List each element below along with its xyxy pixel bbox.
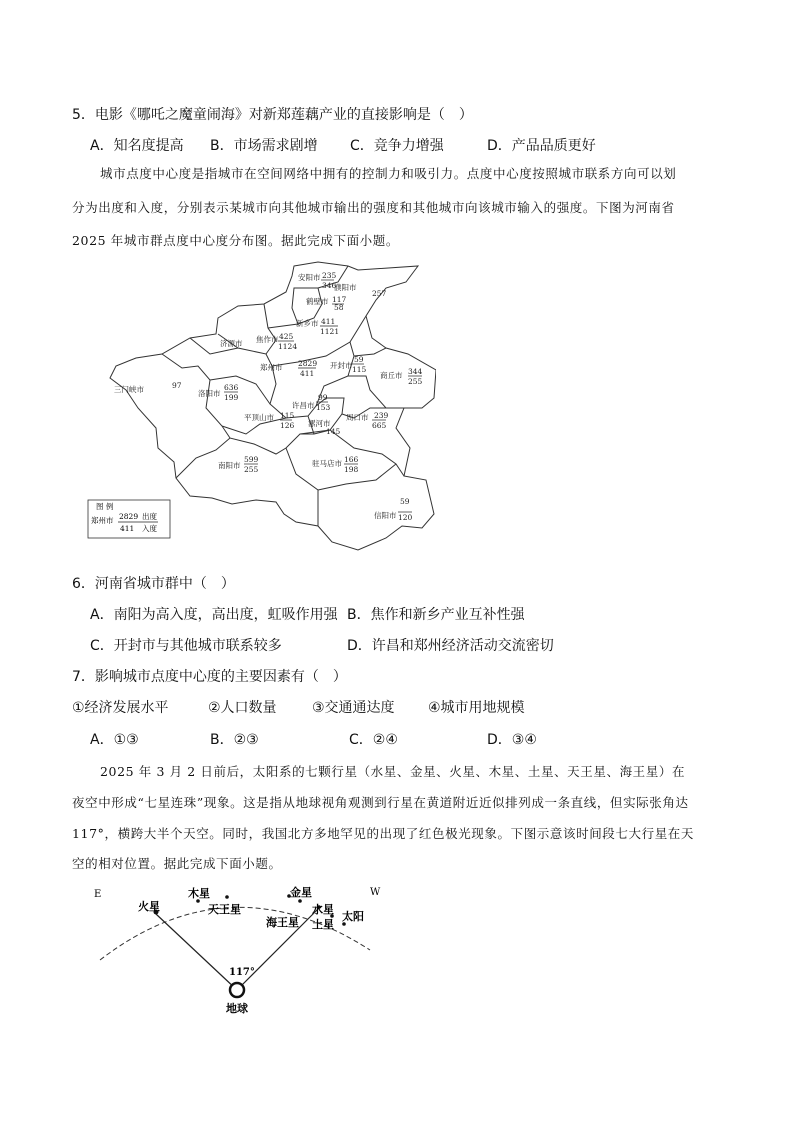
map-luohe-in: 145 bbox=[326, 427, 341, 436]
q6-option-a[interactable]: A．南阳为高入度，高出度，虹吸作用强 bbox=[90, 607, 338, 623]
map-sanmenxia-out: 97 bbox=[172, 381, 182, 390]
map-shangqiu-out: 344 bbox=[408, 367, 423, 376]
map-puyang-in: 257 bbox=[372, 289, 387, 298]
label-saturn: 土星 bbox=[312, 918, 334, 931]
map-shangqiu-in: 255 bbox=[408, 377, 423, 386]
map-label-nanyang: 南阳市 bbox=[218, 461, 241, 470]
map-label-xinyang: 信阳市 bbox=[374, 511, 397, 520]
legend-out-value: 2829 bbox=[119, 512, 139, 521]
map-label-puyang: 濮阳市 bbox=[334, 283, 357, 292]
map-label-sanmenxia: 三门峡市 bbox=[114, 385, 144, 394]
map-luoyang-in: 199 bbox=[224, 393, 239, 402]
q6-option-b[interactable]: B．焦作和新乡产业互补性强 bbox=[347, 607, 525, 623]
q5-option-b[interactable]: B．市场需求剧增 bbox=[210, 138, 318, 154]
passage1-line-1: 城市点度中心度是指城市在空间网络中拥有的控制力和吸引力。点度中心度按照城市联系方向可以划 bbox=[100, 166, 677, 181]
legend-out-label: 出度 bbox=[142, 512, 157, 521]
map-label-jiyuan: 济源市 bbox=[220, 339, 243, 348]
q7-option-c[interactable]: C．②④ bbox=[349, 732, 398, 748]
label-east: E bbox=[94, 889, 102, 900]
label-west: W bbox=[370, 887, 381, 898]
passage1-line-3: 2025 年城市群点度中心度分布图。据此完成下面小题。 bbox=[72, 233, 399, 248]
planet-dot bbox=[225, 895, 229, 899]
legend-in-value: 411 bbox=[120, 524, 135, 533]
q5-option-d[interactable]: D．产品品质更好 bbox=[487, 138, 596, 154]
map-xuchang-out: 99 bbox=[318, 393, 328, 402]
map-label-luoyang: 洛阳市 bbox=[198, 389, 221, 398]
map-zhengzhou-in: 411 bbox=[300, 369, 315, 378]
planet-diagram bbox=[80, 880, 400, 1016]
sight-line-east bbox=[156, 914, 237, 990]
map-label-hebi: 鹤壁市 bbox=[306, 297, 329, 306]
map-label-xinxiang: 新乡市 bbox=[296, 319, 319, 328]
map-anyang-in: 346 bbox=[322, 281, 337, 290]
planet-dot bbox=[298, 899, 302, 903]
q6-option-c[interactable]: C．开封市与其他城市联系较多 bbox=[90, 638, 282, 654]
passage1-line-2: 分为出度和入度，分别表示某城市向其他城市输出的强度和其他城市向该城市输入的强度。下图为河南省 bbox=[72, 200, 675, 215]
label-sun: 太阳 bbox=[342, 910, 364, 923]
map-zhoukou-in: 665 bbox=[372, 421, 387, 430]
map-label-zhumadian: 驻马店市 bbox=[312, 459, 342, 468]
map-xinxiang-out: 411 bbox=[321, 317, 336, 326]
label-mercury: 水星 bbox=[312, 903, 334, 916]
map-hebi-in: 58 bbox=[334, 303, 344, 312]
map-kaifeng-in: 115 bbox=[352, 365, 367, 374]
map-label-pingdingshan: 平顶山市 bbox=[244, 413, 274, 422]
q7-factor-3: ③交通通达度 bbox=[312, 700, 395, 716]
label-venus: 金星 bbox=[290, 886, 312, 899]
map-luoyang-out: 636 bbox=[224, 383, 239, 392]
q5-stem: 5．电影《哪吒之魔童闹海》对新郑莲藕产业的直接影响是（ ） bbox=[72, 107, 473, 123]
map-nanyang-in: 255 bbox=[244, 465, 259, 474]
map-jiaozuo-out: 425 bbox=[279, 332, 294, 341]
legend-in-label: 入度 bbox=[142, 524, 157, 533]
q7-option-b[interactable]: B．②③ bbox=[210, 732, 259, 748]
q7-option-d[interactable]: D．③④ bbox=[487, 732, 537, 748]
q7-factor-4: ④城市用地规模 bbox=[428, 700, 525, 716]
map-hebi-out: 117 bbox=[332, 295, 347, 304]
label-neptune: 海王星 bbox=[266, 916, 299, 929]
passage2-line-1: 2025 年 3 月 2 日前后，太阳系的七颗行星（水星、金星、火星、木星、土星、天王星、海王星）在 bbox=[100, 764, 686, 779]
legend-title: 图 例 bbox=[96, 502, 114, 511]
map-zhengzhou-out: 2829 bbox=[298, 359, 318, 368]
q6-option-d[interactable]: D．许昌和郑州经济活动交流密切 bbox=[347, 638, 554, 654]
earth-icon bbox=[230, 983, 244, 997]
map-anyang-out: 235 bbox=[322, 271, 337, 280]
map-zhoukou-out: 239 bbox=[374, 411, 389, 420]
label-earth: 地球 bbox=[226, 1002, 248, 1015]
map-label-shangqiu: 商丘市 bbox=[380, 371, 403, 380]
map-xinyang-out: 59 bbox=[400, 497, 410, 506]
henan-map bbox=[86, 258, 436, 554]
map-xinyang-in: 120 bbox=[398, 513, 413, 522]
map-label-zhoukou: 周口市 bbox=[346, 413, 369, 422]
map-label-zhengzhou: 郑州市 bbox=[260, 363, 283, 372]
map-pingdingshan-in: 126 bbox=[280, 421, 295, 430]
passage2-line-4: 空的相对位置。据此完成下面小题。 bbox=[72, 856, 282, 871]
map-xuchang-in: 153 bbox=[316, 403, 331, 412]
map-label-anyang: 安阳市 bbox=[298, 273, 321, 282]
map-label-xuchang: 许昌市 bbox=[292, 401, 315, 410]
label-mars: 火星 bbox=[138, 900, 160, 913]
q5-option-c[interactable]: C．竞争力增强 bbox=[350, 138, 444, 154]
map-zhumadian-in: 198 bbox=[344, 465, 359, 474]
passage2-line-2: 夜空中形成“七星连珠”现象。这是指从地球视角观测到行星在黄道附近近似排列成一条直线，但实际张角达 bbox=[72, 795, 689, 810]
legend-city: 郑州市 bbox=[91, 516, 114, 525]
map-zhumadian-out: 166 bbox=[344, 455, 359, 464]
map-label-jiaozuo: 焦作市 bbox=[256, 335, 279, 344]
q7-factor-1: ①经济发展水平 bbox=[72, 700, 169, 716]
map-kaifeng-out: 59 bbox=[354, 355, 364, 364]
label-jupiter: 木星 bbox=[188, 887, 210, 900]
map-label-kaifeng: 开封市 bbox=[330, 361, 353, 370]
label-uranus: 天王星 bbox=[208, 903, 241, 916]
map-nanyang-out: 599 bbox=[244, 455, 259, 464]
passage2-line-3: 117°，横跨大半个天空。同时，我国北方多地罕见的出现了红色极光现象。下图示意该时间段七大行星在天 bbox=[72, 826, 695, 841]
map-pingdingshan-out: 115 bbox=[280, 411, 295, 420]
label-angle: 117° bbox=[229, 967, 255, 978]
q6-stem: 6．河南省城市群中（ ） bbox=[72, 576, 235, 592]
q7-factor-2: ②人口数量 bbox=[208, 700, 277, 716]
q5-option-a[interactable]: A．知名度提高 bbox=[90, 138, 184, 154]
q7-option-a[interactable]: A．①③ bbox=[90, 732, 139, 748]
map-legend bbox=[88, 500, 170, 538]
map-jiaozuo-in: 1124 bbox=[278, 342, 298, 351]
map-xinxiang-in: 1121 bbox=[320, 327, 340, 336]
q7-stem: 7．影响城市点度中心度的主要因素有（ ） bbox=[72, 669, 347, 685]
map-label-luohe: 漯河市 bbox=[308, 419, 331, 428]
